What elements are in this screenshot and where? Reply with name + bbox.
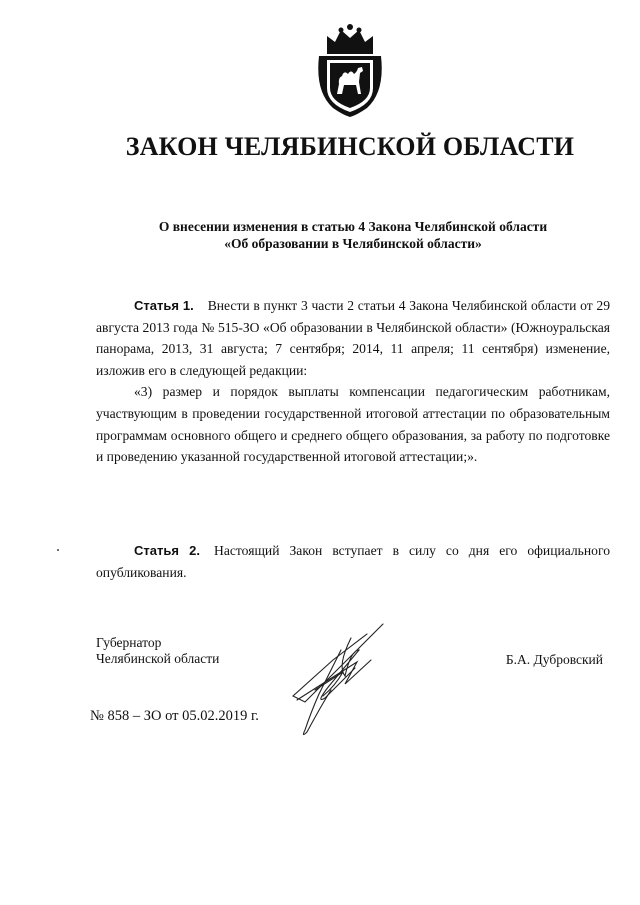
article-2-label: Статья 2. <box>134 543 201 558</box>
signatory-position-line-1: Губернатор <box>96 635 162 650</box>
coat-of-arms-icon <box>313 22 387 118</box>
signatory-position-line-2: Челябинской области <box>96 651 220 666</box>
article-2-text: Настоящий Закон вступает в силу со дня его официального опубликования. <box>96 543 610 580</box>
article-1-text: Внести в пункт 3 части 2 статьи 4 Закона Челябинской области от 29 августа 2013 года № 515-ЗО «Об образовании в Челябинской области» (Южноуральская панорама, 2013, 31 августа; 7 сентября; 2014, 11 апреля; 11 сентября) изменение, изложив его в следующей редакции: <box>96 298 610 378</box>
article-1-label: Статья 1. <box>134 298 194 313</box>
signatory-name: Б.А. Дубровский <box>505 652 603 667</box>
law-number-date: № 858 – ЗО от 05.02.2019 г. <box>90 708 259 724</box>
article-2 <box>96 540 610 583</box>
article-2-paragraph <box>96 540 610 583</box>
law-subtitle <box>0 218 640 252</box>
scan-speck <box>57 549 59 551</box>
article-1 <box>96 295 610 468</box>
page-title: ЗАКОН ЧЕЛЯБИНСКОЙ ОБЛАСТИ <box>125 132 575 161</box>
article-1-quote: «3) размер и порядок выплаты компенсации педагогическим работникам, участвующим в проведении государственной итоговой аттестации по образовательным программам основного общего и среднего общего образования, за работу по подготовке и проведению указанной государственной итоговой аттестации;». <box>96 384 610 465</box>
signatory-position <box>96 635 219 667</box>
article-1-paragraph <box>96 295 610 381</box>
subtitle-line-1: О внесении изменения в статью 4 Закона Челябинской области <box>158 219 548 234</box>
signature-icon <box>285 620 390 740</box>
subtitle-line-2: «Об образовании в Челябинской области» <box>224 236 482 251</box>
